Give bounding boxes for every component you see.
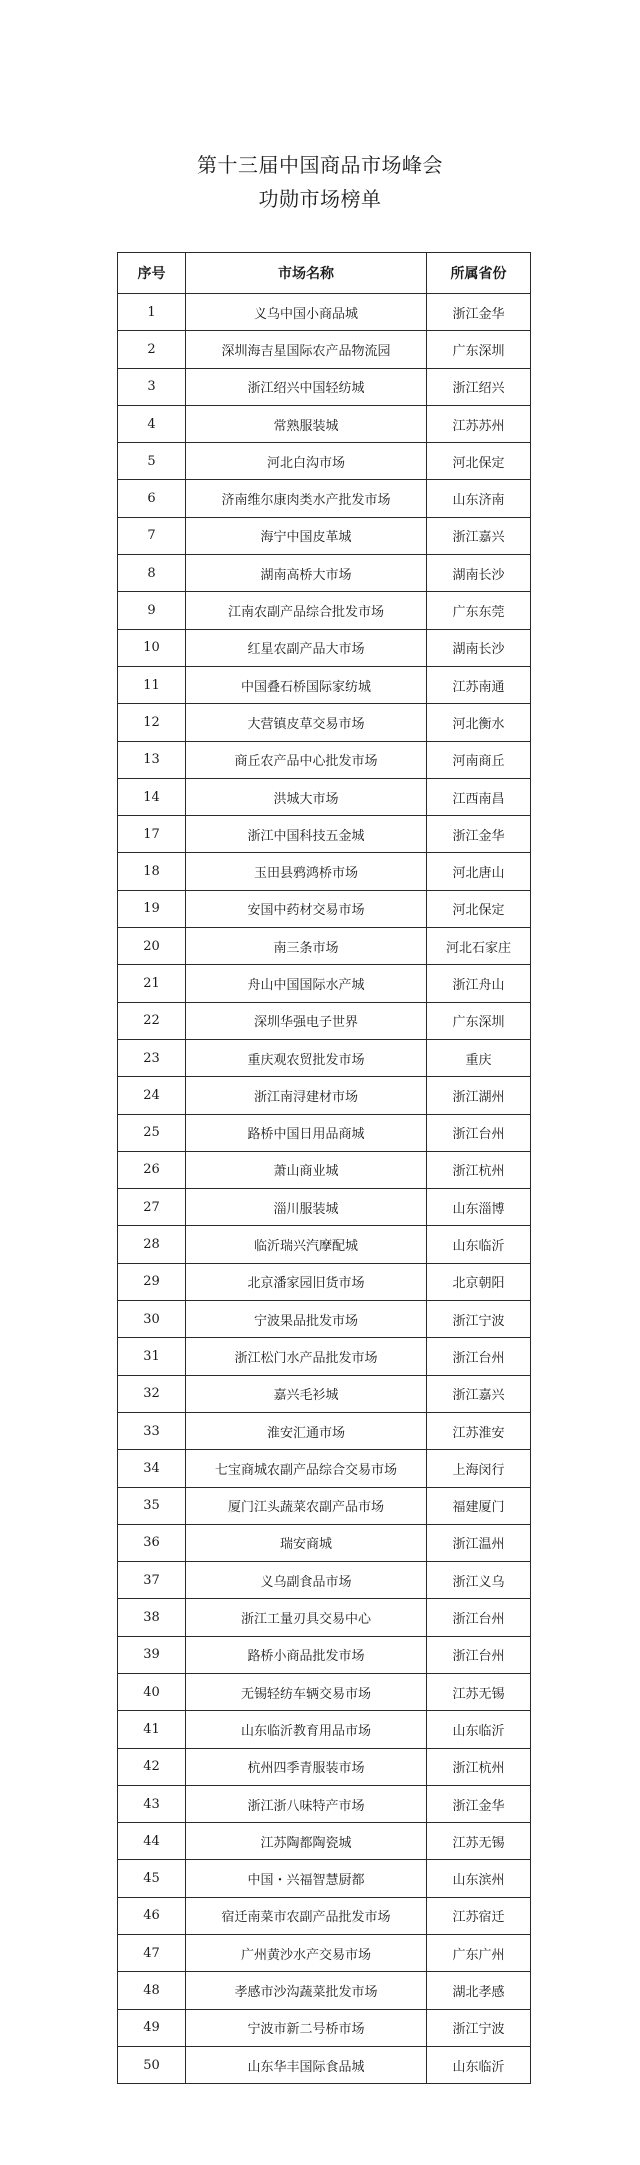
province: 山东临沂 <box>427 1226 531 1263</box>
market-name: 瑞安商城 <box>186 1524 427 1561</box>
table-row <box>118 890 531 927</box>
market-name: 常熟服装城 <box>186 405 427 442</box>
table-row <box>118 1151 531 1188</box>
market-name: 玉田县鸦鸿桥市场 <box>186 853 427 890</box>
row-index: 35 <box>118 1487 186 1524</box>
row-index: 20 <box>118 928 186 965</box>
market-name: 浙江中国科技五金城 <box>186 816 427 853</box>
market-name: 大营镇皮草交易市场 <box>186 704 427 741</box>
market-name: 七宝商城农副产品综合交易市场 <box>186 1450 427 1487</box>
market-name: 杭州四季青服装市场 <box>186 1748 427 1785</box>
province: 河北保定 <box>427 443 531 480</box>
province: 浙江嘉兴 <box>427 517 531 554</box>
row-index: 12 <box>118 704 186 741</box>
table-row <box>118 1897 531 1934</box>
province: 江西南昌 <box>427 778 531 815</box>
market-name: 路桥小商品批发市场 <box>186 1636 427 1673</box>
row-index: 41 <box>118 1711 186 1748</box>
market-name: 红星农副产品大市场 <box>186 629 427 666</box>
market-name: 安国中药材交易市场 <box>186 890 427 927</box>
market-name: 浙江工量刃具交易中心 <box>186 1599 427 1636</box>
table-row <box>118 1636 531 1673</box>
market-name: 商丘农产品中心批发市场 <box>186 741 427 778</box>
table-row <box>118 368 531 405</box>
market-name: 义乌副食品市场 <box>186 1562 427 1599</box>
market-name: 湖南高桥大市场 <box>186 555 427 592</box>
table-row <box>118 405 531 442</box>
province: 广东东莞 <box>427 592 531 629</box>
row-index: 43 <box>118 1785 186 1822</box>
table-row <box>118 1450 531 1487</box>
table-row <box>118 704 531 741</box>
market-name: 中国・兴福智慧厨都 <box>186 1860 427 1897</box>
market-name: 义乌中国小商品城 <box>186 294 427 331</box>
province: 江苏宿迁 <box>427 1897 531 1934</box>
row-index: 30 <box>118 1301 186 1338</box>
province: 浙江义乌 <box>427 1562 531 1599</box>
row-index: 6 <box>118 480 186 517</box>
market-name: 洪城大市场 <box>186 778 427 815</box>
table-row <box>118 816 531 853</box>
row-index: 8 <box>118 555 186 592</box>
row-index: 33 <box>118 1412 186 1449</box>
market-name: 淄川服装城 <box>186 1189 427 1226</box>
table-row <box>118 1189 531 1226</box>
market-name: 宁波市新二号桥市场 <box>186 2009 427 2046</box>
market-name: 山东临沂教育用品市场 <box>186 1711 427 1748</box>
row-index: 2 <box>118 331 186 368</box>
row-index: 39 <box>118 1636 186 1673</box>
table-row <box>118 1077 531 1114</box>
header-market-name: 市场名称 <box>186 253 427 294</box>
row-index: 37 <box>118 1562 186 1599</box>
table-row <box>118 1860 531 1897</box>
row-index: 50 <box>118 2046 186 2083</box>
province: 浙江嘉兴 <box>427 1375 531 1412</box>
row-index: 18 <box>118 853 186 890</box>
province: 广东广州 <box>427 1935 531 1972</box>
header-province: 所属省份 <box>427 253 531 294</box>
table-row <box>118 1748 531 1785</box>
row-index: 27 <box>118 1189 186 1226</box>
province: 河北唐山 <box>427 853 531 890</box>
market-ranking-table <box>117 252 531 2084</box>
province: 河北石家庄 <box>427 928 531 965</box>
province: 山东济南 <box>427 480 531 517</box>
row-index: 49 <box>118 2009 186 2046</box>
row-index: 28 <box>118 1226 186 1263</box>
row-index: 21 <box>118 965 186 1002</box>
row-index: 13 <box>118 741 186 778</box>
province: 浙江金华 <box>427 816 531 853</box>
market-name: 嘉兴毛衫城 <box>186 1375 427 1412</box>
row-index: 40 <box>118 1673 186 1710</box>
province: 浙江台州 <box>427 1599 531 1636</box>
row-index: 34 <box>118 1450 186 1487</box>
row-index: 9 <box>118 592 186 629</box>
market-name: 广州黄沙水产交易市场 <box>186 1935 427 1972</box>
row-index: 1 <box>118 294 186 331</box>
table-row <box>118 1039 531 1076</box>
row-index: 48 <box>118 1972 186 2009</box>
market-name: 重庆观农贸批发市场 <box>186 1039 427 1076</box>
header-index: 序号 <box>118 253 186 294</box>
province: 上海闵行 <box>427 1450 531 1487</box>
market-name: 宿迁南菜市农副产品批发市场 <box>186 1897 427 1934</box>
market-name: 浙江绍兴中国轻纺城 <box>186 368 427 405</box>
row-index: 32 <box>118 1375 186 1412</box>
province: 江苏苏州 <box>427 405 531 442</box>
row-index: 19 <box>118 890 186 927</box>
province: 浙江台州 <box>427 1114 531 1151</box>
market-name: 路桥中国日用品商城 <box>186 1114 427 1151</box>
market-name: 河北白沟市场 <box>186 443 427 480</box>
market-name: 南三条市场 <box>186 928 427 965</box>
table-row <box>118 1301 531 1338</box>
table-body <box>118 294 531 2084</box>
table-row <box>118 741 531 778</box>
province: 湖南长沙 <box>427 629 531 666</box>
market-name: 山东华丰国际食品城 <box>186 2046 427 2083</box>
table-row <box>118 1972 531 2009</box>
province: 浙江湖州 <box>427 1077 531 1114</box>
province: 浙江台州 <box>427 1636 531 1673</box>
table-header-row <box>118 253 531 294</box>
province: 福建厦门 <box>427 1487 531 1524</box>
market-name: 深圳华强电子世界 <box>186 1002 427 1039</box>
market-name: 无锡轻纺车辆交易市场 <box>186 1673 427 1710</box>
table-row <box>118 1935 531 1972</box>
province: 湖北孝感 <box>427 1972 531 2009</box>
province: 重庆 <box>427 1039 531 1076</box>
province: 浙江温州 <box>427 1524 531 1561</box>
market-name: 江苏陶都陶瓷城 <box>186 1823 427 1860</box>
row-index: 46 <box>118 1897 186 1934</box>
market-name: 浙江松门水产品批发市场 <box>186 1338 427 1375</box>
table-row <box>118 1785 531 1822</box>
row-index: 11 <box>118 666 186 703</box>
table-row <box>118 592 531 629</box>
table-row <box>118 1524 531 1561</box>
table-row <box>118 778 531 815</box>
market-name: 江南农副产品综合批发市场 <box>186 592 427 629</box>
market-name: 济南维尔康肉类水产批发市场 <box>186 480 427 517</box>
market-name: 舟山中国国际水产城 <box>186 965 427 1002</box>
market-name: 萧山商业城 <box>186 1151 427 1188</box>
province: 浙江绍兴 <box>427 368 531 405</box>
row-index: 3 <box>118 368 186 405</box>
table-row <box>118 555 531 592</box>
province: 浙江宁波 <box>427 2009 531 2046</box>
row-index: 24 <box>118 1077 186 1114</box>
province: 浙江金华 <box>427 1785 531 1822</box>
row-index: 42 <box>118 1748 186 1785</box>
document-title: 第十三届中国商品市场峰会 <box>197 153 443 177</box>
row-index: 5 <box>118 443 186 480</box>
row-index: 38 <box>118 1599 186 1636</box>
province: 江苏无锡 <box>427 1823 531 1860</box>
province: 广东深圳 <box>427 331 531 368</box>
market-name: 浙江浙八味特产市场 <box>186 1785 427 1822</box>
table-row <box>118 1263 531 1300</box>
province: 河北衡水 <box>427 704 531 741</box>
table-row <box>118 443 531 480</box>
province: 浙江杭州 <box>427 1748 531 1785</box>
table-row <box>118 1599 531 1636</box>
market-name: 宁波果品批发市场 <box>186 1301 427 1338</box>
table-row <box>118 1226 531 1263</box>
table-row <box>118 1673 531 1710</box>
province: 河南商丘 <box>427 741 531 778</box>
market-name: 临沂瑞兴汽摩配城 <box>186 1226 427 1263</box>
province: 江苏南通 <box>427 666 531 703</box>
market-name: 北京潘家园旧货市场 <box>186 1263 427 1300</box>
row-index: 10 <box>118 629 186 666</box>
row-index: 31 <box>118 1338 186 1375</box>
province: 河北保定 <box>427 890 531 927</box>
market-name: 中国叠石桥国际家纺城 <box>186 666 427 703</box>
table-row <box>118 1711 531 1748</box>
province: 浙江舟山 <box>427 965 531 1002</box>
table-row <box>118 1338 531 1375</box>
table-row <box>118 1114 531 1151</box>
province: 浙江金华 <box>427 294 531 331</box>
province: 广东深圳 <box>427 1002 531 1039</box>
province: 山东滨州 <box>427 1860 531 1897</box>
row-index: 29 <box>118 1263 186 1300</box>
row-index: 23 <box>118 1039 186 1076</box>
province: 浙江台州 <box>427 1338 531 1375</box>
table-row <box>118 928 531 965</box>
table-row <box>118 1562 531 1599</box>
province: 湖南长沙 <box>427 555 531 592</box>
row-index: 47 <box>118 1935 186 1972</box>
table-row <box>118 517 531 554</box>
table-row <box>118 480 531 517</box>
province: 江苏无锡 <box>427 1673 531 1710</box>
row-index: 14 <box>118 778 186 815</box>
table-row <box>118 853 531 890</box>
row-index: 7 <box>118 517 186 554</box>
row-index: 4 <box>118 405 186 442</box>
table-row <box>118 2009 531 2046</box>
table-row <box>118 1823 531 1860</box>
row-index: 25 <box>118 1114 186 1151</box>
province: 山东临沂 <box>427 1711 531 1748</box>
table-row <box>118 1487 531 1524</box>
market-name: 浙江南浔建材市场 <box>186 1077 427 1114</box>
table-row <box>118 965 531 1002</box>
table-row <box>118 1002 531 1039</box>
table-row <box>118 666 531 703</box>
document-subtitle: 功勋市场榜单 <box>258 187 382 211</box>
market-name: 淮安汇通市场 <box>186 1412 427 1449</box>
row-index: 22 <box>118 1002 186 1039</box>
table-row <box>118 331 531 368</box>
market-name: 深圳海吉星国际农产品物流园 <box>186 331 427 368</box>
province: 浙江宁波 <box>427 1301 531 1338</box>
row-index: 36 <box>118 1524 186 1561</box>
title-block <box>0 148 640 216</box>
market-name: 厦门江头蔬菜农副产品市场 <box>186 1487 427 1524</box>
row-index: 44 <box>118 1823 186 1860</box>
table-row <box>118 294 531 331</box>
table-row <box>118 1375 531 1412</box>
table-row <box>118 2046 531 2083</box>
province: 山东淄博 <box>427 1189 531 1226</box>
table-row <box>118 1412 531 1449</box>
market-name: 孝感市沙沟蔬菜批发市场 <box>186 1972 427 2009</box>
province: 山东临沂 <box>427 2046 531 2083</box>
table-row <box>118 629 531 666</box>
row-index: 17 <box>118 816 186 853</box>
market-name: 海宁中国皮革城 <box>186 517 427 554</box>
province: 浙江杭州 <box>427 1151 531 1188</box>
row-index: 45 <box>118 1860 186 1897</box>
province: 北京朝阳 <box>427 1263 531 1300</box>
row-index: 26 <box>118 1151 186 1188</box>
province: 江苏淮安 <box>427 1412 531 1449</box>
